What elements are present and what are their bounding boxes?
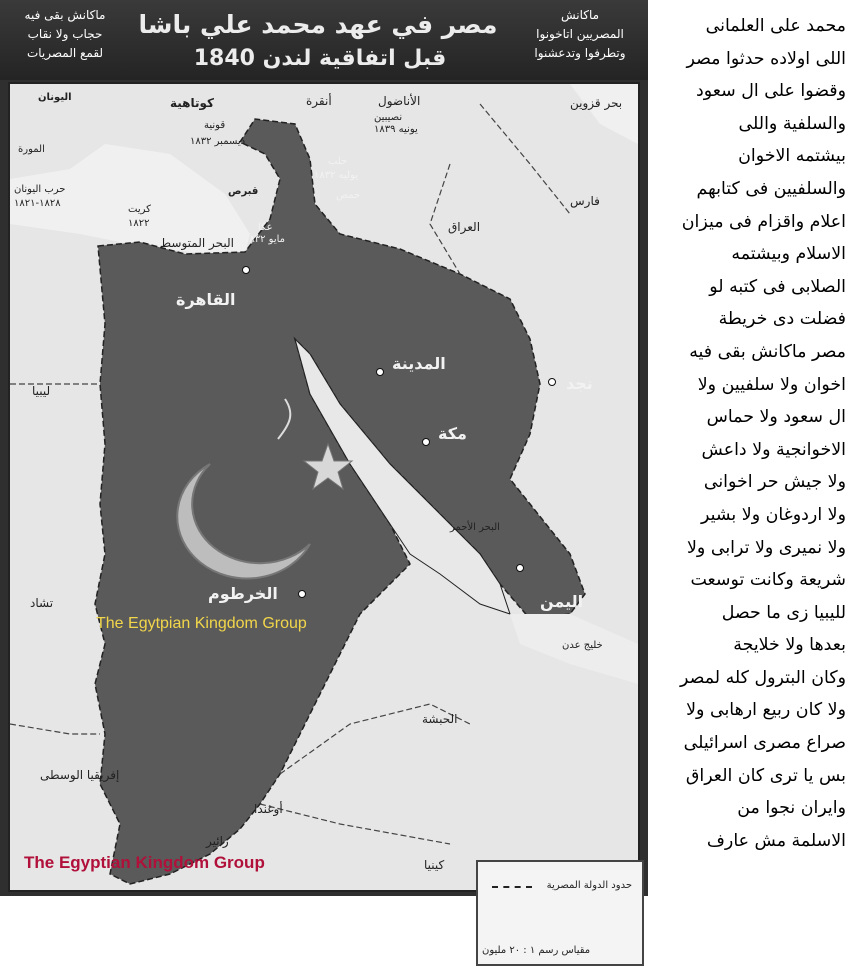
commentary-line: ولا كان ربيع ارهابى ولا xyxy=(686,700,846,721)
label-acre: عكا xyxy=(258,222,273,233)
label-konya: قونية xyxy=(204,120,226,131)
border-line xyxy=(480,104,570,214)
watermark-middle: The Egytpian Kingdom Group xyxy=(96,615,307,632)
header-left-caption xyxy=(4,6,126,63)
commentary-text xyxy=(648,0,850,896)
label-najd: نجد xyxy=(566,374,593,393)
city-dot-cairo xyxy=(242,266,250,274)
label-cyprus: قبرص xyxy=(228,186,259,197)
label-cairo: القاهرة xyxy=(176,290,236,309)
legend-label: حدود الدولة المصرية xyxy=(546,880,632,891)
legend-border-line xyxy=(492,886,532,888)
label-homs: حمص xyxy=(336,190,361,201)
label-nusaybin: نصيبين xyxy=(374,112,403,123)
label-morea: المورة xyxy=(18,144,45,155)
label-kenya: كينيا xyxy=(424,858,445,872)
commentary-line: محمد على العلمانى xyxy=(705,16,846,36)
label-anatolia: الأناضول xyxy=(378,94,421,108)
label-medina: المدينة xyxy=(392,354,446,373)
label-kutahya: كوتاهية xyxy=(170,96,215,110)
label-greece: اليونان xyxy=(38,92,72,103)
label-yemen: اليمن xyxy=(540,592,584,611)
label-persia: فارس xyxy=(570,194,600,208)
commentary-line: وكان البترول كله لمصر xyxy=(680,667,846,688)
map-legend xyxy=(476,860,644,966)
city-dot-najd xyxy=(548,378,556,386)
city-dot-mecca xyxy=(422,438,430,446)
label-aleppo: حلب xyxy=(328,156,348,167)
commentary-line: ولا اردوغان ولا بشير xyxy=(701,504,846,525)
label-zaire: زائير xyxy=(206,834,229,848)
map-header xyxy=(0,0,648,80)
header-left-line: حجاب ولا نقاب xyxy=(27,27,103,41)
label-aleppo-date: يوليه ١٨٣٢ xyxy=(314,170,359,181)
watermark-bottom: The Egyptian Kingdom Group xyxy=(24,853,265,872)
commentary-line: اللى اولاده حدثوا مصر xyxy=(686,48,846,69)
label-crete-year: ١٨٢٢ xyxy=(128,218,150,229)
header-right-line: المصريين اتاخونوا xyxy=(536,27,624,41)
label-chad: تشاد xyxy=(30,596,54,610)
label-khartoum: الخرطوم xyxy=(208,584,278,603)
label-greek-war-years: ١٨٢٨-١٨٢١ xyxy=(14,198,61,209)
border-line xyxy=(430,164,460,274)
legend-scale: مقياس رسم ١ : ٢٠ مليون xyxy=(482,945,591,956)
label-caspian: بحر قزوين xyxy=(570,96,623,110)
header-right-line: ماكانش xyxy=(560,8,600,22)
header-right-caption xyxy=(512,6,648,63)
commentary-line: ولا نميرى ولا ترابى ولا xyxy=(686,537,846,558)
commentary-line: الاسلمة مش عارف xyxy=(706,830,846,851)
commentary-line: بيشتمه الاخوان xyxy=(738,146,846,167)
label-acre-date: مايو ١٨٣٢ xyxy=(244,234,286,245)
commentary-line: لليبيا زى ما حصل xyxy=(721,602,846,623)
commentary-line: اخوان ولا سلفيين ولا xyxy=(697,374,846,395)
label-gulf-of-aden: خليج عدن xyxy=(562,640,603,651)
label-libya: ليبيا xyxy=(32,384,51,398)
border-line xyxy=(10,724,100,734)
header-left-line: ماكانش بقى فيه xyxy=(24,8,106,22)
commentary-line: صراع مصرى اسرائيلى xyxy=(683,733,846,754)
map-title: مصر في عهد محمد علي باشا xyxy=(138,10,498,39)
commentary-line: ولا جيش حر اخوانى xyxy=(703,472,846,493)
label-ankara: أنقرة xyxy=(306,94,332,108)
commentary-line: اعلام واقزام فى ميزان xyxy=(681,211,846,232)
city-dot-khartoum xyxy=(298,590,306,598)
caspian-sea xyxy=(570,84,638,144)
commentary-line: الاسلام وبيشتمه xyxy=(731,244,846,265)
commentary-line: بس يا ترى كان العراق xyxy=(685,765,846,786)
map-frame xyxy=(8,82,640,956)
label-mecca: مكة xyxy=(438,424,467,443)
label-central-africa: إفريقيا الوسطى xyxy=(40,768,120,782)
label-uganda: أوغندا xyxy=(254,802,283,816)
commentary-line: والسلفيين فى كتابهم xyxy=(696,178,846,199)
commentary-line: شريعة وكانت توسعت xyxy=(690,570,846,591)
label-mediterranean: البحر المتوسط xyxy=(160,236,234,250)
header-right-line: وتطرفوا وتدعشنوا xyxy=(534,46,626,60)
label-iraq: العراق xyxy=(448,220,481,234)
label-nusaybin-date: يونيه ١٨٣٩ xyxy=(374,124,418,135)
commentary-line: وقضوا على ال سعود xyxy=(696,81,846,102)
commentary-line: الاخوانجية ولا داعش xyxy=(701,439,846,460)
city-dot-yemen xyxy=(516,564,524,572)
commentary-line: ال سعود ولا حماس xyxy=(706,407,846,428)
border-line xyxy=(260,804,450,844)
header-left-line: لقمع المصريات xyxy=(26,46,104,60)
label-greek-war: حرب اليونان xyxy=(14,184,66,195)
commentary-line: والسلفية واللى xyxy=(738,113,846,134)
commentary-line: بعدها ولا خلايجة xyxy=(733,635,846,656)
label-red-sea: البحر الأحمر xyxy=(450,522,500,533)
commentary-line: وايران نجوا من xyxy=(737,798,846,819)
map-subtitle: قبل اتفاقية لندن 1840 xyxy=(193,46,447,71)
commentary-line: مصر ماكانش بقى فيه xyxy=(689,341,846,362)
label-konya-date: ديسمبر ١٨٣٢ xyxy=(190,136,246,147)
commentary-line: الصلابى فى كتبه لو xyxy=(709,276,846,297)
commentary-line: فضلت دى خريطة xyxy=(718,309,846,330)
label-abyssinia: الحبشة xyxy=(422,712,458,726)
label-crete: كريت xyxy=(128,204,151,215)
city-dot-medina xyxy=(376,368,384,376)
